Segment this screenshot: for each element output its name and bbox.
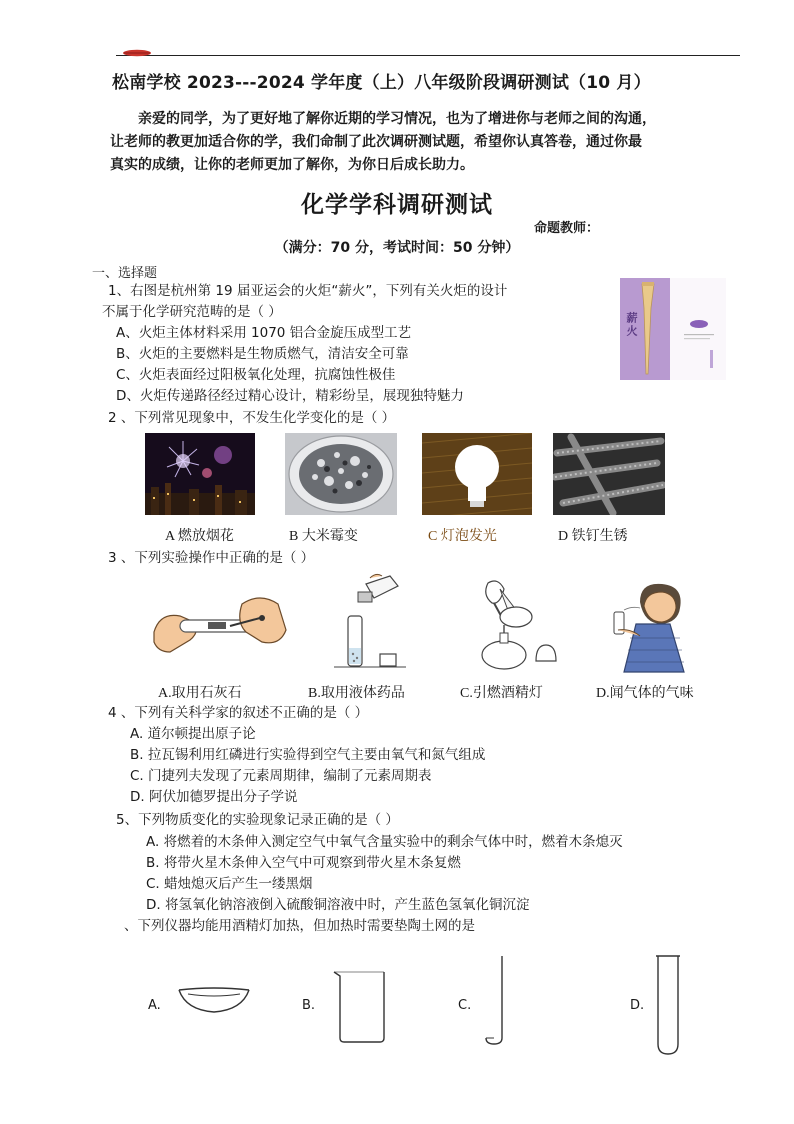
fireworks-image (145, 433, 255, 515)
q4-option-b: B. 拉瓦锡利用红磷进行实验得到空气主要由氧气和氮气组成 (130, 747, 486, 763)
q3-caption-d: D.闻气体的气味 (596, 686, 694, 701)
section-title: 一、选择题 (92, 266, 158, 281)
q3-caption-b: B.取用液体药品 (308, 686, 405, 701)
q6-label-d: D. (630, 998, 645, 1013)
school-title: 松南学校 2023---2024 学年度（上）八年级阶段调研测试（10 月） (112, 73, 651, 93)
torch-image (620, 278, 726, 380)
q3-caption-c: C.引燃酒精灯 (460, 686, 543, 701)
subject-title: 化学学科调研测试 (301, 191, 493, 218)
rusty-nails-image (553, 433, 665, 515)
q2-caption-d: D 铁钉生锈 (558, 529, 628, 544)
q2-stem: 2 、下列常见现象中，不发生化学变化的是（ ） (108, 410, 396, 426)
q4-option-d: D. 阿伏加德罗提出分子学说 (130, 789, 298, 805)
q6-label-b: B. (302, 998, 316, 1013)
test-tube-icon (650, 950, 686, 1058)
q5-option-d: D. 将氢氧化钠溶液倒入硫酸铜溶液中时，产生蓝色氢氧化铜沉淀 (146, 897, 530, 913)
combustion-spoon-icon (480, 954, 510, 1046)
teacher-label: 命题教师： (534, 221, 600, 236)
q6-label-a: A. (148, 998, 161, 1013)
intro-line-2: 让老师的教更加适合你的学，我们命制了此次调研测试题，希望你认真答卷，通过你最 (110, 134, 642, 150)
moldy-rice-image (285, 433, 397, 515)
q1-option-a: A、火炬主体材料采用 1070 铝合金旋压成型工艺 (116, 325, 412, 341)
torch-text: 薪火 (625, 312, 638, 338)
q2-caption-a: A 燃放烟花 (165, 529, 234, 544)
q4-option-a: A. 道尔顿提出原子论 (130, 726, 256, 742)
evaporating-dish-icon (176, 984, 252, 1016)
intro-line-3: 真实的成绩，让你的老师更加了解你，为你日后成长助力。 (110, 157, 474, 173)
q1-option-c: C、火炬表面经过阳极氧化处理，抗腐蚀性极佳 (116, 367, 396, 383)
q6-stem: 、下列仪器均能用酒精灯加热，但加热时需要垫陶土网的是 (124, 918, 475, 934)
q1-option-b: B、火炬的主要燃料是生物质燃气，清洁安全可靠 (116, 346, 409, 362)
q2-caption-c: C 灯泡发光 (428, 529, 497, 544)
pour-liquid-image (320, 572, 412, 672)
header-rule (116, 55, 740, 56)
q3-stem: 3 、下列实验操作中正确的是（ ） (108, 550, 315, 566)
q3-caption-a: A.取用石灰石 (158, 686, 242, 701)
q5-option-a: A. 将燃着的木条伸入测定空气中氧气含量实验中的剩余气体中时，燃着木条熄灭 (146, 834, 623, 850)
score-info: （满分：70 分，考试时间：50 分钟） (274, 240, 520, 256)
intro-paragraph (110, 108, 752, 177)
light-alcohol-lamp-image (470, 575, 562, 675)
q1-option-d: D、火炬传递路径经过精心设计，精彩纷呈，展现独特魅力 (116, 388, 464, 404)
intro-line-1: 亲爱的同学，为了更好地了解你近期的学习情况，也为了增进你与老师之间的沟通， (138, 111, 656, 127)
q5-stem: 5、下列物质变化的实验现象记录正确的是（ ） (116, 812, 399, 828)
q2-caption-b: B 大米霉变 (289, 529, 358, 544)
q1-stem-line2: 不属于化学研究范畴的是（ ） (102, 304, 282, 320)
take-limestone-image (150, 582, 290, 672)
q5-option-c: C. 蜡烛熄灭后产生一缕黑烟 (146, 876, 313, 892)
q6-label-c: C. (458, 998, 472, 1013)
beaker-icon (328, 968, 394, 1044)
light-bulb-image (422, 433, 532, 515)
q1-stem-line1: 1、右图是杭州第 19 届亚运会的火炬“薪火”，下列有关火炬的设计 (108, 283, 508, 299)
smell-gas-image (600, 578, 696, 674)
q4-stem: 4 、下列有关科学家的叙述不正确的是（ ） (108, 705, 369, 721)
q4-option-c: C. 门捷列夫发现了元素周期律，编制了元素周期表 (130, 768, 432, 784)
q5-option-b: B. 将带火星木条伸入空气中可观察到带火星木条复燃 (146, 855, 461, 871)
red-lips-mark (122, 49, 152, 57)
